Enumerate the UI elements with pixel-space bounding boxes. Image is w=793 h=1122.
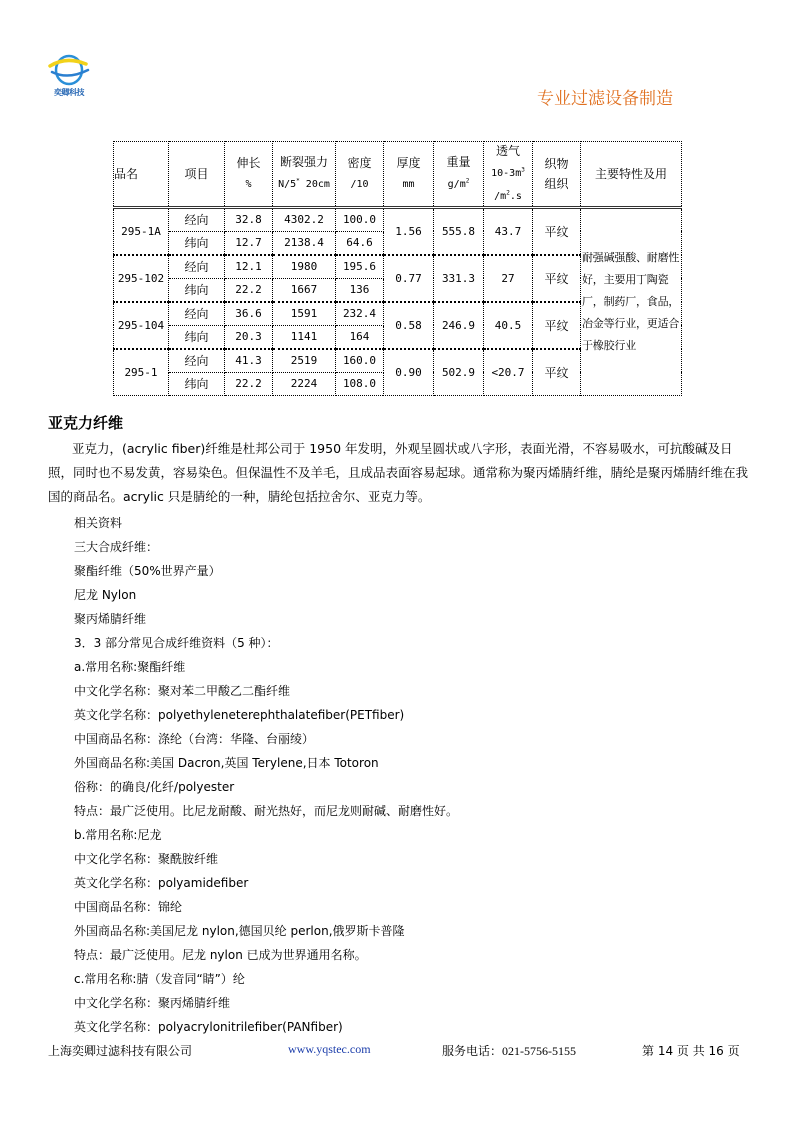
cell-density: 100.0	[336, 207, 384, 231]
cell-weave: 平纹	[533, 207, 581, 255]
cell-weight: 246.9	[434, 302, 484, 349]
text-line: c.常用名称:腈（发音同“睛”）纶	[74, 972, 245, 986]
cell-density: 64.6	[336, 231, 384, 255]
footer-url-link[interactable]: www.yqstec.com	[288, 1042, 371, 1056]
text-line: 中文化学名称：聚对苯二甲酸乙二酯纤维	[74, 684, 291, 698]
header-air-permeability: 透气 $10-3m^3$ $/m^2.s$	[484, 142, 533, 208]
cell-product-name: 295-104	[114, 302, 169, 349]
cell-product-name: 295-1A	[114, 207, 169, 255]
text-line: 3．3 部分常见合成纤维资料（5 种）：	[74, 636, 279, 650]
cell-direction: 经向	[169, 349, 225, 373]
table-header-row	[114, 142, 682, 208]
cell-product-name: 295-1	[114, 349, 169, 396]
cell-elongation: 20.3	[225, 325, 273, 349]
text-line: 中文化学名称：聚丙烯腈纤维	[74, 996, 231, 1010]
cell-strength: 2519	[273, 349, 336, 373]
text-line: 中国商品名称：锦纶	[74, 900, 183, 914]
cell-thickness: 0.77	[384, 255, 434, 302]
cell-density: 195.6	[336, 255, 384, 279]
cell-density: 136	[336, 278, 384, 302]
cell-air-permeability: 43.7	[484, 207, 533, 255]
spec-table	[113, 141, 682, 396]
header-weight: 重量 $g/m^2$	[434, 142, 484, 208]
text-line: 相关资料	[74, 516, 123, 530]
cell-elongation: 32.8	[225, 207, 273, 231]
text-line: 英文化学名称：polyamidefiber	[74, 876, 249, 890]
text-line: 中文化学名称：聚酰胺纤维	[74, 852, 219, 866]
cell-product-name: 295-102	[114, 255, 169, 302]
header-thickness: 厚度 mm	[384, 142, 434, 208]
text-line: 聚丙烯腈纤维	[74, 612, 147, 626]
cell-air-permeability: 27	[484, 255, 533, 302]
cell-elongation: 22.2	[225, 372, 273, 395]
cell-strength: 2224	[273, 372, 336, 395]
cell-strength: 4302.2	[273, 207, 336, 231]
cell-direction: 经向	[169, 255, 225, 279]
cell-strength: 1591	[273, 302, 336, 326]
cell-air-permeability: <20.7	[484, 349, 533, 396]
table-row	[114, 207, 682, 231]
header-strength: 断裂强力 N/5* 20cm	[273, 142, 336, 208]
footer-phone: 服务电话：021-5756-5155	[442, 1044, 577, 1058]
text-line: 英文化学名称：polyethyleneterephthalatefiber(PETfiber)	[74, 708, 405, 722]
logo-globe-icon	[46, 54, 92, 88]
cell-elongation: 36.6	[225, 302, 273, 326]
cell-density: 160.0	[336, 349, 384, 373]
cell-elongation: 12.7	[225, 231, 273, 255]
text-line: 聚酯纤维（50%世界产量）	[74, 564, 221, 578]
cell-strength: 1141	[273, 325, 336, 349]
text-line: 尼龙 Nylon	[74, 588, 137, 602]
cell-density: 164	[336, 325, 384, 349]
company-logo	[46, 54, 92, 98]
cell-feature: 耐强碱强酸、耐磨性好，主要用丁陶瓷厂，制药厂，食品，冶金等行业，更适合于橡胶行业	[581, 207, 682, 395]
text-line: 外国商品名称:美国 Dacron,英国 Terylene,日本 Totoron	[74, 756, 379, 770]
cell-direction: 经向	[169, 302, 225, 326]
cell-density: 108.0	[336, 372, 384, 395]
text-line: b.常用名称:尼龙	[74, 828, 162, 842]
text-line: a.常用名称:聚酯纤维	[74, 660, 186, 674]
text-line: 特点：最广泛使用。比尼龙耐酸、耐光热好，而尼龙则耐碱、耐磨性好。	[74, 804, 459, 818]
footer-page-number: 第 14 页 共 16 页	[642, 1044, 740, 1058]
cell-weight: 555.8	[434, 207, 484, 255]
intro-paragraph: 亚克力，(acrylic fiber)纤维是杜邦公司于 1950 年发明，外观呈圆状或八字形，表面光滑，不容易吸水，可抗酸碱及日照，同时也不易发黄，容易染色。但保温性不及羊毛，且成品表面容易起球。通常称为聚丙烯腈纤维，腈纶是聚丙烯腈纤维在我国的商品名。acrylic 只是腈纶的一种，腈纶包括拉舍尔、亚克力等。	[48, 441, 749, 504]
cell-elongation: 22.2	[225, 278, 273, 302]
cell-density: 232.4	[336, 302, 384, 326]
text-line: 英文化学名称：polyacrylonitrilefiber(PANfiber)	[74, 1020, 343, 1034]
footer-company: 上海奕卿过滤科技有限公司	[48, 1044, 193, 1058]
cell-direction: 纬向	[169, 325, 225, 349]
cell-elongation: 41.3	[225, 349, 273, 373]
section-title: 亚克力纤维	[48, 414, 124, 432]
cell-weight: 331.3	[434, 255, 484, 302]
logo-text: 奕卿科技	[54, 88, 84, 97]
header-elongation: 伸长 %	[225, 142, 273, 208]
header-weave: 织物 组织	[533, 142, 581, 208]
text-line: 俗称：的确良/化纤/polyester	[74, 780, 235, 794]
text-line: 外国商品名称:美国尼龙 nylon,德国贝纶 perlon,俄罗斯卡普隆	[74, 924, 405, 938]
cell-direction: 纬向	[169, 278, 225, 302]
cell-weave: 平纹	[533, 349, 581, 396]
cell-thickness: 1.56	[384, 207, 434, 255]
cell-weave: 平纹	[533, 255, 581, 302]
text-line: 特点：最广泛使用。尼龙 nylon 已成为世界通用名称。	[74, 948, 367, 962]
text-line: 三大合成纤维：	[74, 540, 159, 554]
cell-strength: 2138.4	[273, 231, 336, 255]
cell-weave: 平纹	[533, 302, 581, 349]
cell-strength: 1980	[273, 255, 336, 279]
cell-elongation: 12.1	[225, 255, 273, 279]
header-item: 项目	[169, 142, 225, 208]
cell-direction: 纬向	[169, 231, 225, 255]
cell-strength: 1667	[273, 278, 336, 302]
cell-weight: 502.9	[434, 349, 484, 396]
header-name: 品名	[114, 142, 169, 208]
cell-thickness: 0.58	[384, 302, 434, 349]
cell-air-permeability: 40.5	[484, 302, 533, 349]
cell-thickness: 0.90	[384, 349, 434, 396]
text-line: 中国商品名称：涤纶（台湾：华隆、台丽绫）	[74, 732, 315, 746]
header-feature: 主要特性及用	[581, 142, 682, 208]
cell-direction: 纬向	[169, 372, 225, 395]
header-tagline: 专业过滤设备制造	[537, 89, 673, 109]
cell-direction: 经向	[169, 207, 225, 231]
header-density: 密度 /10	[336, 142, 384, 208]
